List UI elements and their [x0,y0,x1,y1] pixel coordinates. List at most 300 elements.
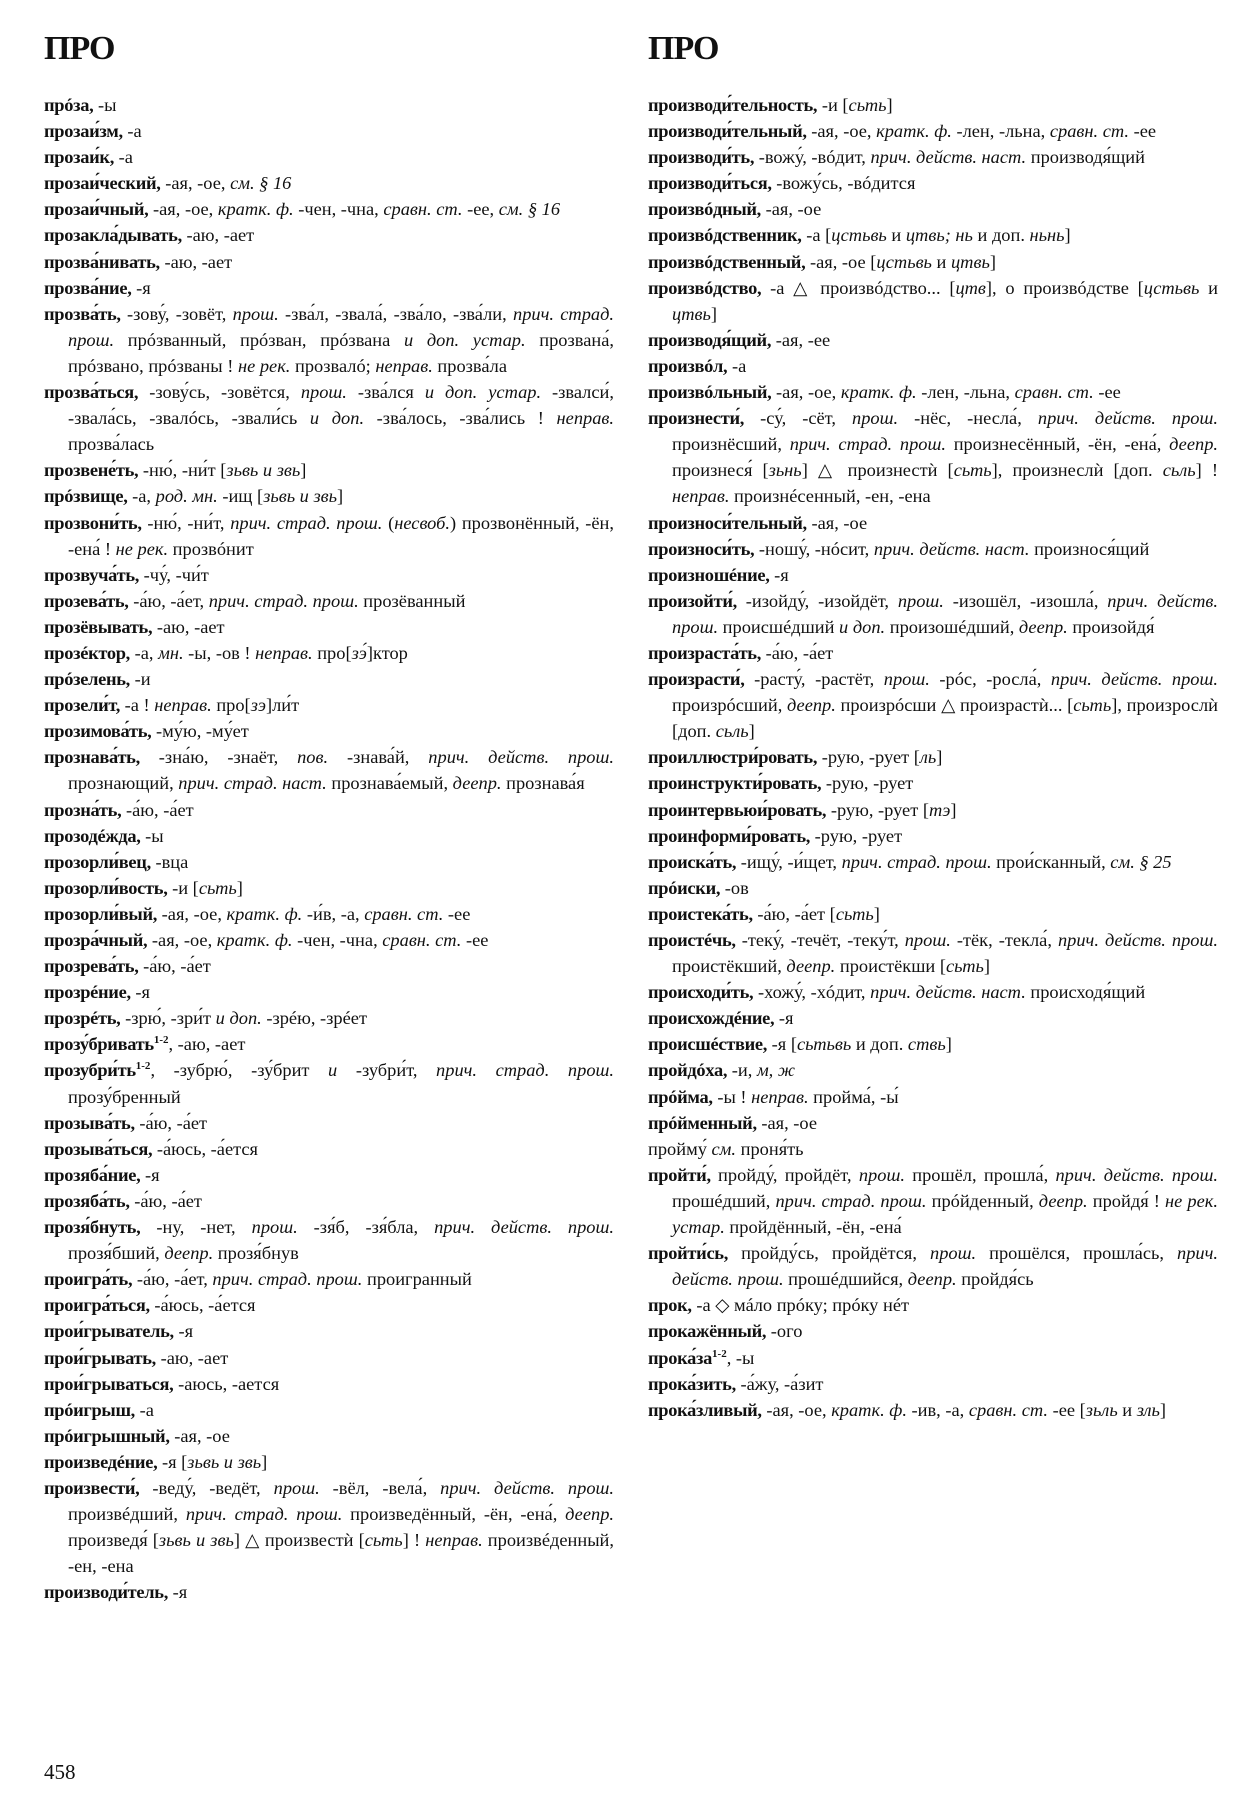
headword: производи́тель, [44,1582,169,1603]
headword: прои́грыватель, [44,1321,174,1342]
grammar-label: сьль [1162,460,1196,481]
grammar-label: прич. действ. прош. [440,1477,614,1498]
entry-text: -а́жу, -а́зит [735,1373,824,1394]
entry-text: -рую, -рует [810,825,903,846]
right-column [648,92,1218,1423]
headword: прозёвывать, [44,616,153,637]
grammar-label: цтв [955,277,986,298]
grammar-label: зьвь и звь [187,1451,262,1472]
entry-text: происшéдший [718,616,840,637]
entry-text: -изойду́, -изойдёт, [736,590,898,611]
dictionary-entry [648,588,1218,640]
dictionary-entry [44,483,614,509]
dictionary-entry [648,118,1218,144]
grammar-label: деепр. [907,1269,957,1290]
entry-text: -тёк, -текла́, [950,930,1058,950]
entry-text: -су́, -сёт, [744,408,853,429]
entry-text: -рóс, -росла́, [929,669,1051,690]
entry-text: прознава́емый, [326,773,453,794]
entry-text: про[ [312,642,352,663]
entry-text: -ая, -ое [169,1425,230,1446]
entry-text: ] ! [402,1530,426,1551]
dictionary-entry [648,823,1218,849]
entry-text: -зову́сь, -зовётся, [138,382,301,403]
headword: прозыва́ть, [44,1112,135,1133]
entry-text: -ого [766,1321,803,1342]
entry-text: прознающий, [68,773,179,794]
headword: производи́тельность, [648,95,818,115]
entry-text: -чен, -чна, [293,199,384,220]
headword: производи́тельный, [648,121,807,142]
headword: пройти́, [648,1164,711,1185]
entry-text: -знава́й, [328,747,429,768]
dictionary-entry [648,1240,1218,1292]
entry-text: произнéсенный, -ен, -ена [729,486,931,507]
headword: производи́ть, [648,147,755,168]
grammar-label: цстьвь [1143,277,1200,298]
entry-text: ] [989,251,996,272]
page-number: 458 [44,1760,76,1784]
entry-text: -аю, -ает [152,616,225,637]
dictionary-entry [44,849,614,875]
entry-text: -я [ [157,1451,188,1472]
headword: произнести́, [648,408,745,429]
dictionary-entry [44,1579,614,1605]
headword: прозна́ть, [44,799,122,820]
grammar-label: деепр. [786,956,836,977]
entry-text: прозва́ла [432,355,508,376]
headword: произношéние, [648,564,770,585]
headword: прóза, [44,95,94,115]
dictionary-entry [648,562,1218,588]
headword: произвóдственник, [648,225,802,246]
entry-text: -ая, -ое, [160,173,231,194]
grammar-label: деепр. [787,695,836,716]
entry-text: пройдённый, -ён, -ена́ [724,1217,902,1238]
grammar-label: и доп. [309,408,365,429]
entry-text: -ы, -ов ! [183,642,256,663]
dictionary-entry [648,640,1218,666]
dictionary-entry [648,1110,1218,1136]
entry-text: ) прозвонённый, -ён, -ена́ ! [68,512,614,559]
entry-text: -и́в, -а, [302,903,365,924]
entry-text: -ая, -ое, [148,199,218,220]
dictionary-entry [44,510,614,562]
headword: проинструкти́ровать, [648,773,822,794]
headword: произойти́, [648,590,737,611]
entry-text: -ая, -ое [756,1112,818,1133]
dictionary-entry [44,222,614,248]
grammar-label: деепр. [1169,434,1218,455]
dictionary-entry [44,379,614,457]
grammar-label: прич. страд. прош. [208,590,359,611]
dictionary-entry [44,275,614,301]
entry-text: -чен, -чна, [292,930,383,950]
entry-text: ] [983,956,991,977]
dictionary-entry [648,1057,1218,1083]
grammar-label: сьть [1073,695,1112,716]
dictionary-entry [648,275,1218,327]
entry-text: -ая, -ое, [806,121,877,142]
entry-text: пройду́, пройдёт, [710,1164,859,1185]
headword: происходи́ть, [648,982,754,1003]
dictionary-entry [44,1136,614,1162]
entry-text: прозвóнит [168,538,254,559]
entry-text: -а́юсь, -а́ется [149,1295,256,1316]
grammar-label: неправ. [556,408,614,429]
headword: прозва́нивать, [44,251,160,272]
entry-text: ] ! [1195,460,1218,481]
entry-text: -вожу́, -вóдит, [754,147,871,168]
headword: прои́грывать, [44,1347,156,1368]
entry-text: -ая, -ое [806,512,868,533]
grammar-label: сравн. ст. [1049,121,1129,142]
grammar-label: не рек. [115,538,169,559]
entry-text: ]ли́т [265,695,300,716]
dictionary-entry [44,823,614,849]
entry-text: -лен, -льна, [916,382,1015,403]
entry-text: проня́ть [736,1138,804,1159]
entry-text: ], произнеслѝ [доп. [991,460,1163,481]
entry-text: прозя́бнув [213,1243,299,1264]
dictionary-entry [648,1005,1218,1031]
entry-text: произведённый, -ён, -ена́, [342,1504,566,1525]
grammar-label: ль [919,747,937,768]
grammar-label: зьль [1085,1399,1118,1420]
entry-text: проистёкший, [672,956,787,977]
grammar-label: зьвь и звь [263,486,338,507]
grammar-label: прич. действ. прош. [1055,1164,1218,1185]
grammar-label: м, ж [756,1060,795,1081]
dictionary-entry [44,249,614,275]
entry-text: ] [945,1034,952,1055]
dictionary-entry [44,1397,614,1423]
headword: прóзвище, [44,486,128,507]
grammar-label: прош. [251,1217,298,1238]
grammar-label: сьть [198,877,237,898]
entry-text: и [886,225,906,246]
entry-text: прознава́я [501,773,585,794]
grammar-label: сьть [945,956,984,977]
entry-text: -вожу́сь, -вóдится [771,173,916,194]
entry-text: произнесённый, -ён, -ена́, [945,434,1170,455]
entry-text: -я [168,1582,188,1603]
grammar-label: кратк. ф. [876,121,952,142]
entry-text: ] [886,95,893,115]
grammar-label: см. § 16 [230,173,292,194]
entry-text: -ая, -ое, [761,1399,832,1420]
dictionary-entry [648,744,1218,770]
dictionary-entry [44,744,614,796]
dictionary-entry [44,118,614,144]
entry-text: -рую, -рует [ [817,747,920,768]
dictionary-entry [44,562,614,588]
entry-text: и [1117,1399,1137,1420]
grammar-label: и доп. устар. [403,329,526,350]
entry-text: -ее [461,930,489,950]
entry-text: и доп. [851,1034,908,1055]
grammar-label: прич. действ. прош. [434,1217,614,1238]
grammar-label: прич. страд. прош. [775,1190,927,1211]
entry-text: -ив, -а, [906,1399,969,1420]
entry-text: -а [134,1399,154,1420]
entry-text: и доп. [972,225,1030,246]
headword: прозвуча́ть, [44,564,140,585]
grammar-label: см. § 25 [1110,851,1172,872]
dictionary-entry [44,1188,614,1214]
entry-text: и [931,251,951,272]
entry-text: -зна́ю, -знаёт, [139,747,298,768]
grammar-label: сьтьвь [796,1034,852,1055]
entry-text: пройдя́ ! [1087,1190,1166,1211]
entry-text: -ая, -ое, [157,903,227,924]
homonym-index: 1-2 [712,1347,727,1360]
dictionary-entry [648,927,1218,979]
entry-text: произойдя́ [1067,616,1155,637]
dictionary-entry [648,1162,1218,1240]
entry-text: , -зубрю́, -зу́брит [150,1060,329,1081]
entry-text: -а́юсь, -а́ется [152,1138,258,1159]
headword: пройти́сь, [648,1243,729,1264]
dictionary-entry [44,953,614,979]
grammar-label: прош. [858,1164,905,1185]
entry-text: -ее [ [1047,1399,1086,1420]
headword: прозаи́чный, [44,199,149,220]
grammar-label: прич. действ. наст. [870,982,1026,1003]
grammar-label: прич. страд. прош. [68,303,615,350]
headword: произвóдство, [648,277,762,298]
dictionary-entry [648,666,1218,744]
grammar-label: прич. действ. наст. [873,538,1030,559]
entry-text: -а [114,147,133,168]
headword: проиллюстри́ровать, [648,747,818,768]
dictionary-entry [44,718,614,744]
headword: прозрéть, [44,1008,121,1029]
dictionary-entry [44,692,614,718]
grammar-label: сьть [848,95,887,115]
entry-text: -а ◇ мáло прóку; прóку нéт [691,1295,910,1316]
dictionary-entry [44,92,614,118]
entry-text: -и [ [817,95,849,115]
entry-text: -ношу́, -нóсит, [754,538,874,559]
dictionary-entry [44,666,614,692]
headword: произвóльный, [648,382,772,403]
headword: прозаи́зм, [44,121,123,142]
entry-text: -звалси́, -звала́сь, -звалóсь, -звали́сь [68,382,614,429]
entry-text: прошéдшийся, [783,1269,908,1290]
entry-text: пройду́сь, пройдётся, [728,1243,930,1264]
headword: происхождéние, [648,1008,775,1029]
grammar-label: зэ́ [351,642,367,663]
dictionary-entry [44,1266,614,1292]
entry-text: ], о произвóдстве [ [985,277,1144,298]
dictionary-entry [44,640,614,666]
dictionary-entry [44,614,614,640]
grammar-label: сравн. ст. [383,199,463,220]
grammar-label: сравн. ст. [382,930,462,950]
headword: прозорли́вец, [44,851,151,872]
entry-text: -и [129,669,151,690]
headword: прозорли́вость, [44,877,168,898]
entry-text: -рую, -рует [821,773,914,794]
grammar-label: цстьвь [831,225,887,246]
dictionary-entry [648,901,1218,927]
entry-text: прошéдший, [672,1190,776,1211]
grammar-label: кратк. ф. [217,199,294,220]
grammar-label: сьть [953,460,992,481]
grammar-label: сьль [715,721,749,742]
grammar-label: прич. действ. прош. [672,590,1218,637]
grammar-label: неправ. [375,355,433,376]
dictionary-entry [44,1057,614,1109]
dictionary-entry [648,1318,1218,1344]
grammar-label: прош. [300,382,347,403]
grammar-label: неправ. [425,1530,483,1551]
headword: произвóл, [648,355,728,376]
grammar-label: и доп. устар. [424,382,542,403]
grammar-label: кратк. ф. [216,930,293,950]
dictionary-entry [648,1397,1218,1423]
entry-text: ] [236,877,243,898]
entry-text: -зва́лся [346,382,425,403]
grammar-label: неправ. [255,642,313,663]
grammar-label: прич. действ. прош. [428,747,614,768]
entry-text: прошёл, прошла́, [904,1164,1056,1185]
entry-text: -а́ю, -а́ет [138,956,211,977]
headword: прóйменный, [648,1112,757,1133]
entry-text: произвéдший, [68,1504,186,1525]
headword: прозубри́ть [44,1060,136,1081]
dictionary-entry [648,1084,1218,1110]
grammar-label: кратк. ф. [840,382,917,403]
headword: прока́зить, [648,1373,736,1394]
entry-text: прозу́бренный [68,1086,181,1107]
entry-text: -а [ [801,225,832,246]
dictionary-entry [44,301,614,379]
entry-text: ], произрослѝ [доп. [672,695,1218,742]
headword: прозва́ть, [44,303,121,324]
entry-text: прозя́бший, [68,1243,165,1264]
entry-text: ] [873,903,880,924]
headword: произноси́тельный, [648,512,807,533]
grammar-label: прич. действ. прош. [672,1243,1218,1290]
dictionary-entry [648,1345,1218,1371]
grammar-label: сьть [835,903,874,924]
grammar-label: цтвь; нь [905,225,973,246]
grammar-label: прош. [232,303,279,324]
entry-text: ] [300,460,307,481]
entry-text: -ее [1128,121,1157,142]
headword: прокажённый, [648,1321,767,1342]
entry-text: -нёс, -несла́, [898,408,1038,429]
entry-text: ] [710,303,717,324]
entry-text: -ню́, -ни́т [ [138,460,227,481]
entry-text: ] △ произнестѝ [ [801,460,954,481]
dictionary-entry [44,457,614,483]
headword: произрасти́, [648,669,745,690]
dictionary-entry [648,222,1218,248]
grammar-label: прош. [930,1243,977,1264]
dictionary-entry [648,797,1218,823]
entry-text: -рую, -рует [ [826,799,929,820]
entry-text: -я [769,564,789,585]
headword: прои́грываться, [44,1373,174,1394]
dictionary-entry [648,536,1218,562]
grammar-label: зьвь и звь [226,460,301,481]
headword: прозяба́ние, [44,1164,141,1185]
entry-text: ] [1064,225,1071,246]
headword: прозорли́вый, [44,903,158,924]
dictionary-entry [648,170,1218,196]
dictionary-entry [648,510,1218,536]
grammar-label: деепр. [1018,616,1068,637]
dictionary-entry [44,170,614,196]
entry-text: -изошёл, -изошла́, [943,590,1108,611]
dictionary-entry [44,588,614,614]
grammar-label: ствь [907,1034,946,1055]
dictionary-entry [648,1292,1218,1318]
left-column [44,92,614,1605]
dictionary-entry [44,1475,614,1579]
entry-text: -зубри́т, [337,1060,437,1081]
grammar-label: кратк. ф. [226,903,303,924]
dictionary-entry [44,979,614,1005]
entry-text: -а́ю, -а́ет [761,642,834,663]
entry-text: -я [131,277,151,298]
entry-text: прóзванный, прóзван, прóзвана [114,329,404,350]
running-head-left: ПРО [44,30,115,67]
grammar-label: прош. [852,408,899,429]
headword: производи́ться, [648,173,772,194]
headword: прóзелень, [44,669,130,690]
entry-text: -аю, -ает [155,1347,229,1368]
entry-text: , -ы [726,1347,755,1368]
grammar-label: не рек. [237,355,291,376]
entry-text: произвéденный, -ен, -ена [68,1530,614,1577]
entry-text: произрóсши △ произрастѝ... [ [835,695,1074,716]
grammar-label: прош. [273,1477,320,1498]
entry-text: -зя́б, -зя́бла, [297,1217,435,1238]
entry-text: -ищу́, -и́щет, [736,851,842,872]
entry-text: -а́ю, -а́ет [129,1190,202,1211]
entry-text: произнёсший, [672,434,790,455]
headword: прозели́т, [44,695,121,716]
entry-text: произрóсший, [672,695,787,716]
dictionary-entry [44,1214,614,1266]
headword: произвести́, [44,1477,140,1498]
entry-text: -расту́, -растёт, [744,669,884,690]
headword: прок, [648,1295,692,1316]
entry-text: -а, [129,642,159,663]
entry-text: -ню́, -ни́т, [141,512,231,533]
headword: произраста́ть, [648,642,762,663]
dictionary-entry [648,379,1218,405]
headword: прознава́ть, [44,747,140,768]
grammar-label: мн. [158,642,184,663]
dictionary-entry [648,1031,1218,1057]
grammar-label: несвоб. [394,512,450,533]
entry-text: -ы [140,825,164,846]
grammar-label: цстьвь [876,251,932,272]
grammar-label: и [328,1060,338,1081]
entry-text: -ов [720,877,749,898]
headword: происка́ть, [648,851,737,872]
grammar-label: деепр. [452,773,502,794]
dictionary-entry [44,1292,614,1318]
homonym-index: 1-2 [135,1060,151,1073]
headword: прозра́чный, [44,930,148,950]
entry-text: происходя́щий [1025,982,1146,1003]
